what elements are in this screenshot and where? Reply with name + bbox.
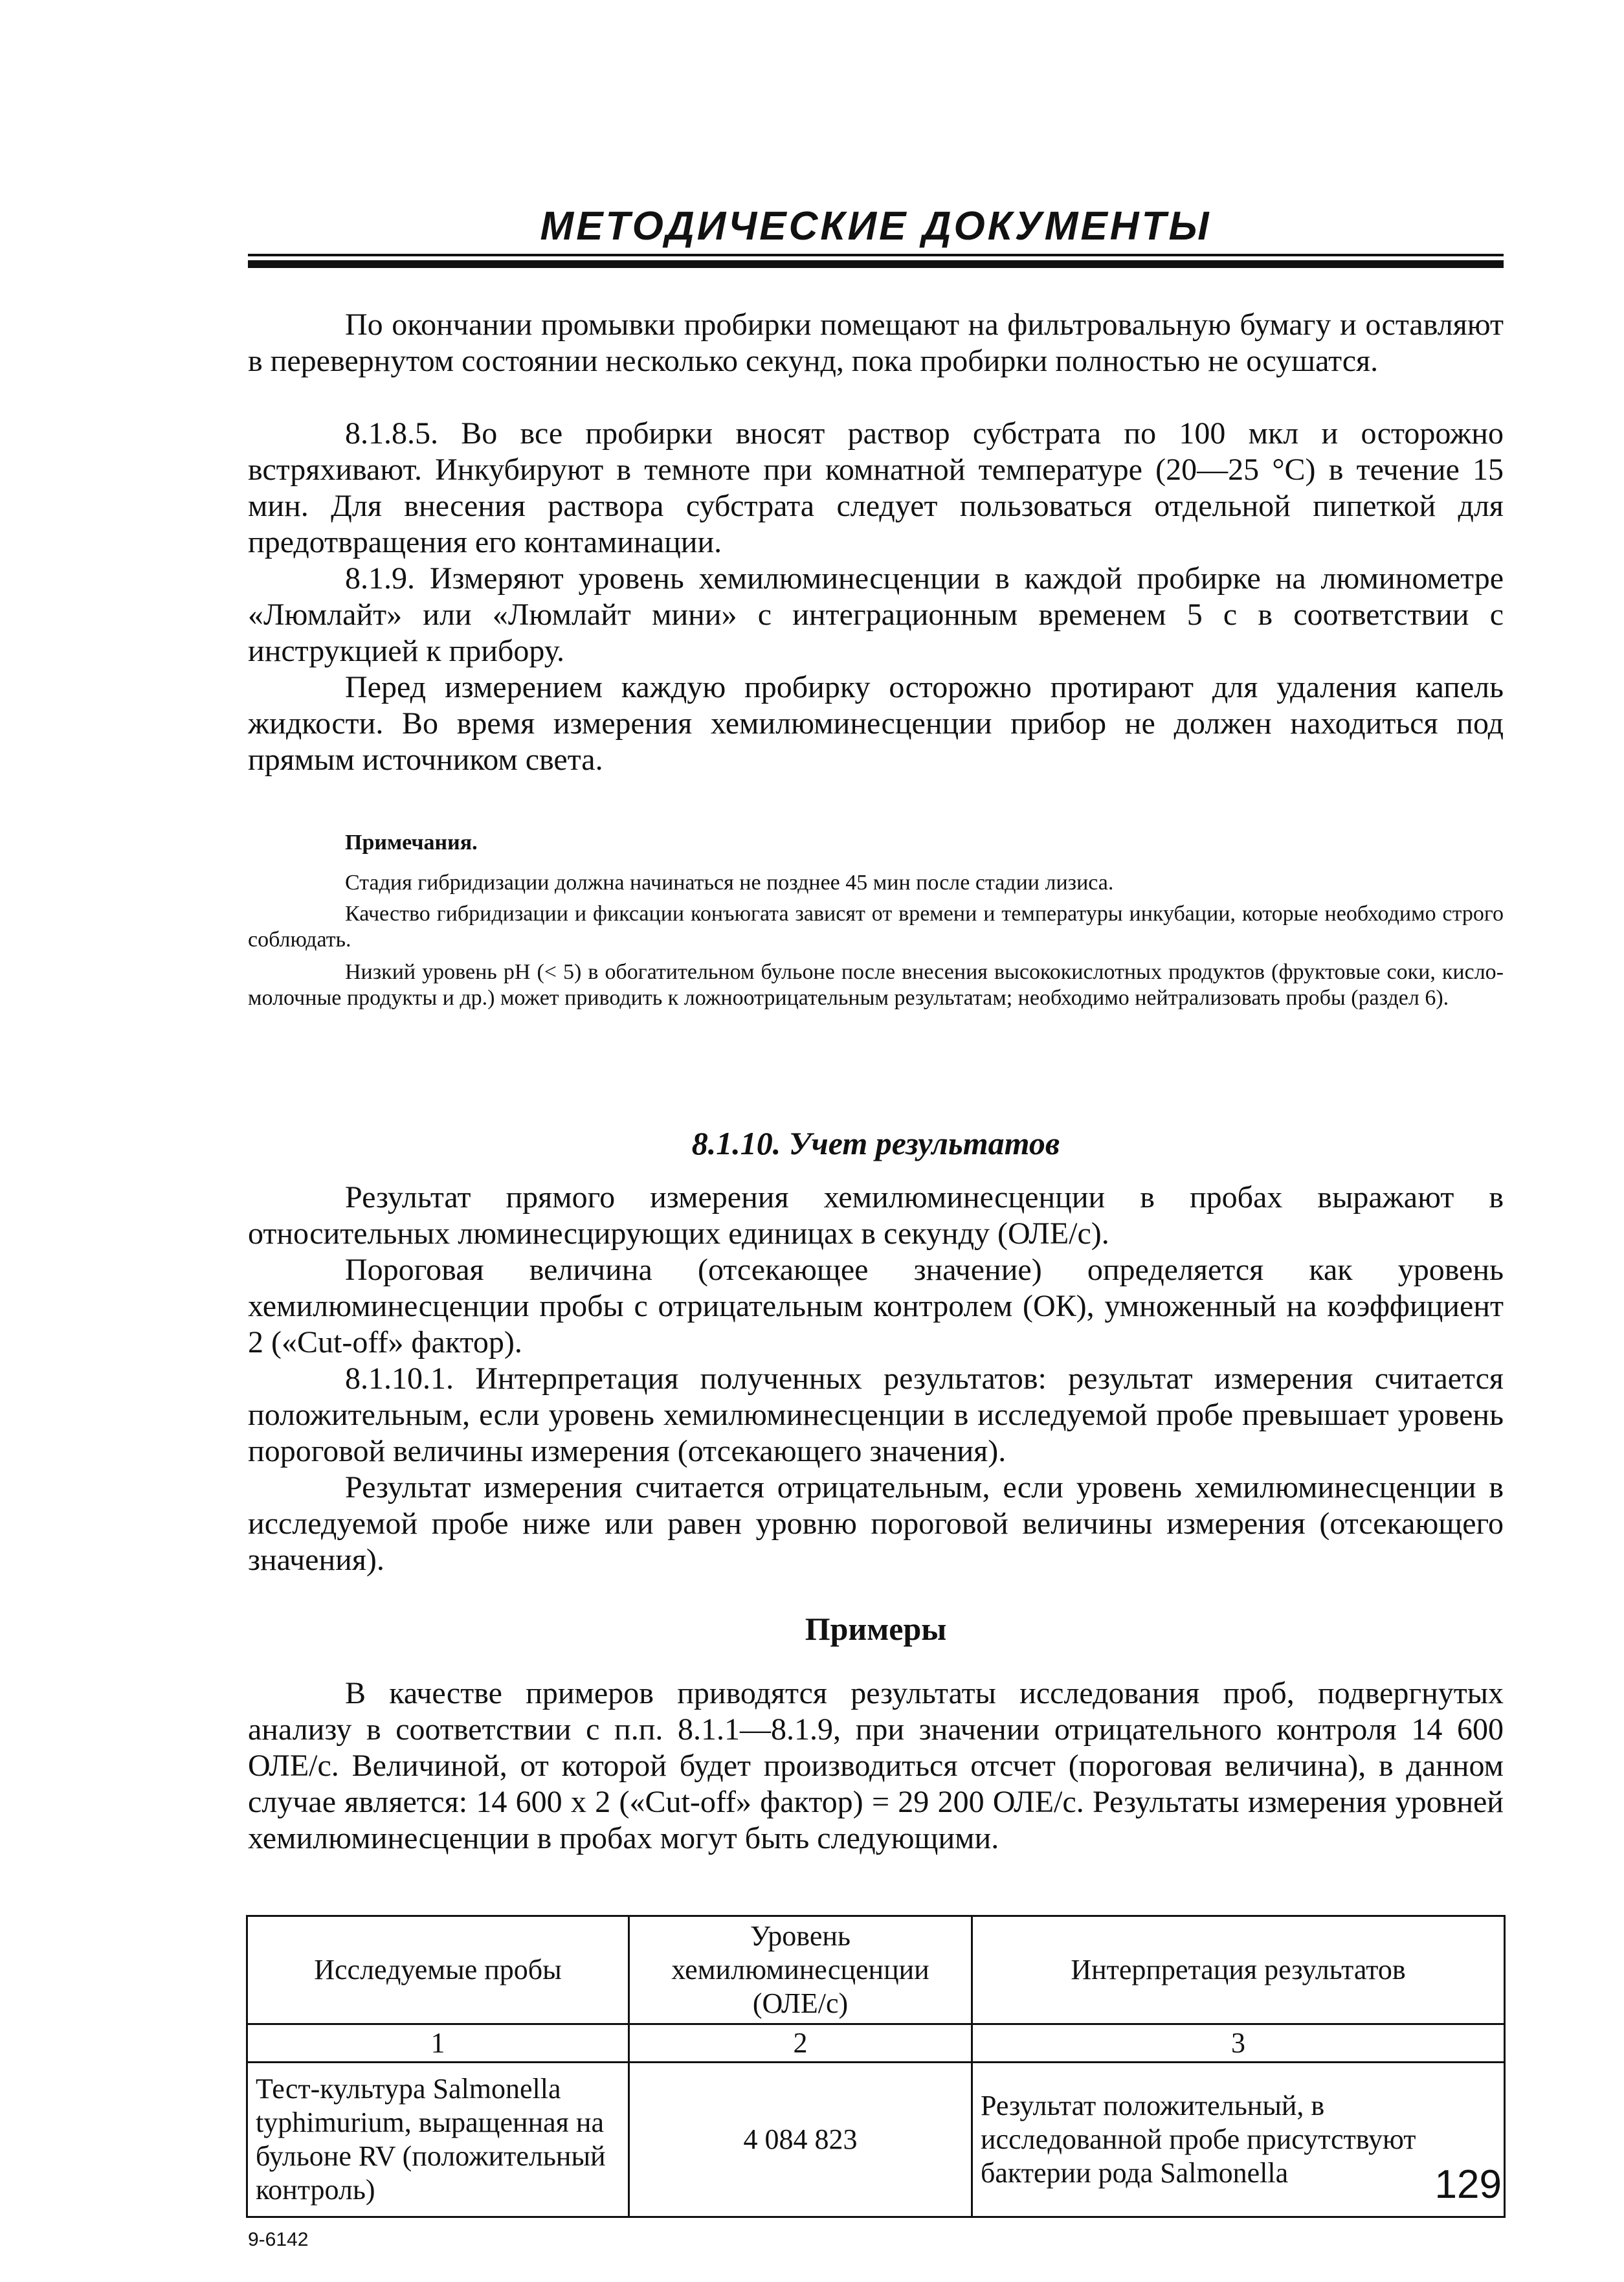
note-1: Стадия гибридизации должна начинаться не позднее 45 мин после стадии лизиса. bbox=[345, 871, 1114, 895]
table-cell-sample: Тест-культура Salmonella typhimurium, выращенная на бульоне RV (положительный контроль) bbox=[247, 2063, 629, 2217]
table-row bbox=[247, 2063, 1505, 2217]
header-interpretation: Интерпретация результатов bbox=[972, 1916, 1505, 2024]
examples-title: Примеры bbox=[805, 1611, 947, 1647]
paragraph-8-1-9: 8.1.9. Измеряют уровень хемилюминесценции в каждой пробирке на люминометре «Люмлайт» или «Люмлайт мини» с интеграционным временем 5 с в соответствии с инструкцией к прибору. bbox=[248, 561, 1504, 668]
section-title: 8.1.10. Учет результатов bbox=[691, 1125, 1060, 1161]
header-rule-thin bbox=[248, 254, 1504, 256]
header-level: Уровень хемилюминесценции (ОЛЕ/с) bbox=[629, 1916, 972, 2024]
page-number: 129 bbox=[1434, 2162, 1502, 2207]
paragraph-examples: В качестве примеров приводятся результаты исследования проб, подвергнутых анализу в соответствии с п.п. 8.1.1—8.1.9, при значении отрицательного контроля 14 600 ОЛЕ/с. Величиной, от которой будет производиться отсчет (пороговая величина), в данном случае является: 14 600 х 2 («Cut-off» фактор) = 29 200 ОЛЕ/с. Результаты измерения уровней хемилюминесценции в пробах могут быть следующими. bbox=[248, 1676, 1504, 1855]
paragraph-before-measurement: Перед измерением каждую пробирку осторожно протирают для удаления капель жидкости. Во время измерения хемилюминесценции прибор не должен находиться под прямым источником света. bbox=[248, 670, 1504, 777]
print-code: 9-6142 bbox=[248, 2229, 309, 2250]
header-rule-thick bbox=[248, 260, 1504, 268]
paragraph-washing: По окончании промывки пробирки помещают на фильтровальную бумагу и оставляют в перевернутом состоянии несколько секунд, пока пробирки полностью не осушатся. bbox=[248, 308, 1504, 378]
note-3: Низкий уровень pH (< 5) в обогатительном бульоне после внесения высококислотных продуктов (фруктовые соки, кисло-молочные продукты и др.) может приводить к ложноотрицательным результатам; необходимо нейтрализовать пробы (раздел 6). bbox=[248, 960, 1504, 1010]
table-header-row bbox=[247, 1916, 1505, 2024]
table-cell-level: 4 084 823 bbox=[629, 2063, 972, 2217]
paragraph-8-1-8-5: 8.1.8.5. Во все пробирки вносят раствор субстрата по 100 мкл и осторожно встряхивают. Инкубируют в темноте при комнатной температуре (20—25 °С) в течение 15 мин. Для внесения раствора субстрата следует пользоваться отдельной пипеткой для предотвращения его контаминации. bbox=[248, 416, 1504, 559]
paragraph-8-1-10-1: 8.1.10.1. Интерпретация полученных результатов: результат измерения считается положительным, если уровень хемилюминесценции в исследуемой пробе превышает уровень пороговой величины измерения (отсекающего значения). bbox=[248, 1361, 1504, 1468]
column-number: 3 bbox=[972, 2024, 1505, 2063]
table-cell-interpretation: Результат положительный, в исследованной пробе присутствуют бактерии рода Salmonella bbox=[972, 2063, 1505, 2217]
column-number: 2 bbox=[629, 2024, 972, 2063]
paragraph-threshold: Пороговая величина (отсекающее значение) определяется как уровень хемилюминесценции пробы с отрицательным контролем (ОК), умноженный на коэффициент 2 («Cut-off» фактор). bbox=[248, 1253, 1504, 1359]
note-2: Качество гибридизации и фиксации конъюгата зависят от времени и температуры инкубации, которые необходимо строго соблюдать. bbox=[248, 902, 1504, 952]
paragraph-result-units: Результат прямого измерения хемилюминесценции в пробах выражают в относительных люминесцирующих единицах в секунду (ОЛЕ/с). bbox=[248, 1180, 1504, 1251]
column-number: 1 bbox=[247, 2024, 629, 2063]
header-samples: Исследуемые пробы bbox=[247, 1916, 629, 2024]
running-header: МЕТОДИЧЕСКИЕ ДОКУМЕНТЫ bbox=[540, 204, 1212, 249]
table-number-row bbox=[247, 2024, 1505, 2063]
notes-title: Примечания. bbox=[345, 831, 478, 855]
results-table bbox=[246, 1915, 1506, 2218]
paragraph-negative-result: Результат измерения считается отрицательным, если уровень хемилюминесценции в исследуемой пробе ниже или равен уровню пороговой величины измерения (отсекающего значения). bbox=[248, 1470, 1504, 1577]
